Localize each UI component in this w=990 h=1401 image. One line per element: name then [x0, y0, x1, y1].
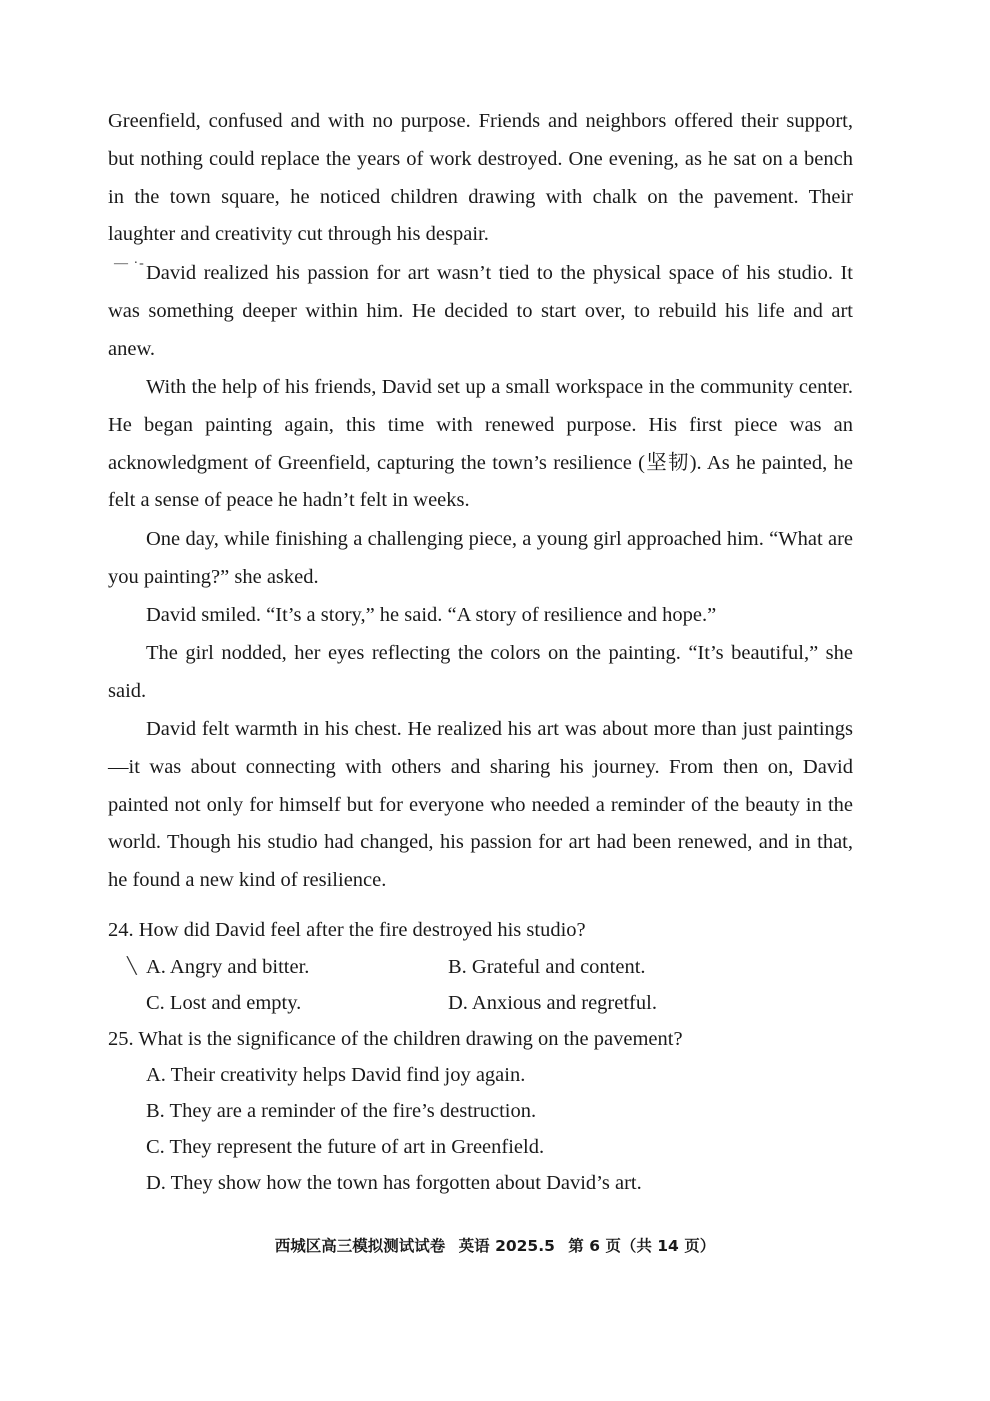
option-d: D. Anxious and regretful. [448, 992, 657, 1014]
passage-paragraph-4: One day, while finishing a challenging piece, a young girl approached him. “What are you painting?” she asked. [108, 528, 853, 588]
question-stem: 24. How did David feel after the fire destroyed his studio? [108, 919, 586, 941]
pen-mark: — ·- [114, 256, 145, 271]
page-footer [0, 1234, 990, 1256]
option-d: D. They show how the town has forgotten about David’s art. [146, 1172, 642, 1194]
option-c: C. Lost and empty. [146, 992, 302, 1014]
footer-exam-title: 西城区高三模拟测试试卷 [274, 1237, 446, 1255]
passage-paragraph-2: David realized his passion for art wasn’t tied to the physical space of his studio. It was something deeper within him. He decided to start over, to rebuild his life and art anew. [108, 262, 853, 360]
pen-tick-mark: ╲ [127, 958, 138, 975]
option-a: A. Their creativity helps David find joy again. [146, 1064, 526, 1086]
option-b: B. They are a reminder of the fire’s destruction. [146, 1100, 537, 1122]
passage-paragraph-3: With the help of his friends, David set up a small workspace in the community center. He began painting again, this time with renewed purpose. His first piece was an acknowledgment of Greenfield, capturing the town’s resilience (坚韧). As he painted, he felt a sense of peace he hadn’t felt in weeks. [108, 376, 853, 512]
footer-page-number: 第 6 页（共 14 页） [568, 1237, 716, 1255]
passage-paragraph-6: The girl nodded, her eyes reflecting the colors on the painting. “It’s beautiful,” she said. [108, 642, 853, 702]
passage-paragraph-5: David smiled. “It’s a story,” he said. “A story of resilience and hope.” [146, 604, 717, 626]
passage-paragraph-7: David felt warmth in his chest. He realized his art was about more than just paintings—it was about connecting with others and sharing his journey. From then on, David painted not only for himself but for everyone who needed a reminder of the beauty in the world. Though his studio had changed, his passion for art had been renewed, and in that, he found a new kind of resilience. [108, 718, 853, 892]
footer-subject: 英语 2025.5 [458, 1237, 555, 1255]
question-stem: 25. What is the significance of the children drawing on the pavement? [108, 1028, 683, 1050]
option-a: A. Angry and bitter. [146, 956, 310, 978]
option-b: B. Grateful and content. [448, 956, 646, 978]
passage-paragraph-1: Greenfield, confused and with no purpose. Friends and neighbors offered their support, but nothing could replace the years of work destroyed. One evening, as he sat on a bench in the town square, he noticed children drawing with chalk on the pavement. Their laughter and creativity cut through his despair. [108, 110, 853, 246]
option-c: C. They represent the future of art in Greenfield. [146, 1136, 545, 1158]
